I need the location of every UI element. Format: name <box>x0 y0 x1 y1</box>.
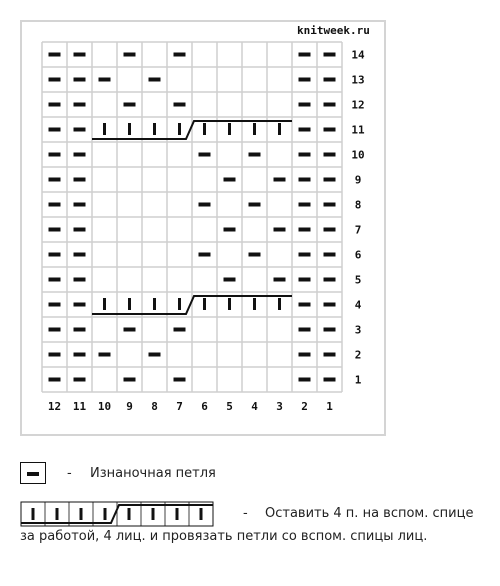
row-label: 7 <box>354 223 362 237</box>
purl-mark <box>249 253 261 257</box>
purl-mark <box>324 253 336 257</box>
purl-mark <box>49 203 61 207</box>
col-label: 5 <box>226 400 233 413</box>
col-label: 8 <box>151 400 158 413</box>
purl-mark <box>74 253 86 257</box>
cable-knit-mark <box>178 123 181 135</box>
cable-knit-mark <box>253 123 256 135</box>
purl-mark <box>49 353 61 357</box>
purl-mark <box>49 53 61 57</box>
site-label: knitweek.ru <box>297 24 370 37</box>
legend-purl-dash: - <box>67 466 72 481</box>
col-label: 12 <box>47 400 62 413</box>
purl-mark <box>249 153 261 157</box>
purl-mark <box>299 203 311 207</box>
row-label: 8 <box>354 198 362 212</box>
row-label: 9 <box>354 173 362 187</box>
purl-mark <box>74 128 86 132</box>
cable-knit-mark <box>103 298 106 310</box>
legend-cable-knit-mark <box>104 508 107 520</box>
purl-mark <box>124 53 136 57</box>
col-label: 3 <box>276 400 283 413</box>
purl-mark <box>224 178 236 182</box>
purl-mark <box>124 328 136 332</box>
purl-mark <box>299 128 311 132</box>
purl-mark <box>74 303 86 307</box>
purl-mark <box>299 303 311 307</box>
legend-cable-knit-mark <box>128 508 131 520</box>
purl-mark <box>174 103 186 107</box>
legend-purl-text: Изнаночная петля <box>90 466 216 481</box>
purl-mark <box>49 303 61 307</box>
purl-mark <box>49 78 61 82</box>
purl-mark <box>299 178 311 182</box>
purl-mark <box>49 228 61 232</box>
purl-mark <box>199 203 211 207</box>
purl-mark <box>49 253 61 257</box>
purl-mark <box>99 78 111 82</box>
legend-cable-knit-mark <box>176 508 179 520</box>
col-label: 2 <box>301 400 308 413</box>
row-label: 12 <box>351 98 365 112</box>
cable-knit-mark <box>153 298 156 310</box>
purl-mark <box>299 278 311 282</box>
purl-mark <box>274 178 286 182</box>
purl-mark <box>49 128 61 132</box>
legend-cable-knit-mark <box>32 508 35 520</box>
purl-mark <box>199 253 211 257</box>
row-label: 2 <box>354 348 362 362</box>
cable-knit-mark <box>153 123 156 135</box>
purl-mark <box>124 378 136 382</box>
purl-mark <box>324 353 336 357</box>
legend-cable-icon <box>20 500 216 528</box>
purl-mark <box>74 103 86 107</box>
row-label: 13 <box>351 73 365 87</box>
cable-knit-mark <box>278 298 281 310</box>
legend-cable-text-line1: Оставить 4 п. на вспом. спице <box>265 506 474 521</box>
legend-cable-dash: - <box>243 506 248 521</box>
col-label: 7 <box>176 400 183 413</box>
col-label: 10 <box>97 400 112 413</box>
cable-knit-mark <box>128 298 131 310</box>
purl-mark <box>324 178 336 182</box>
purl-mark <box>149 353 161 357</box>
purl-mark <box>74 53 86 57</box>
purl-mark <box>224 278 236 282</box>
purl-mark <box>299 253 311 257</box>
purl-mark <box>74 153 86 157</box>
purl-mark <box>74 278 86 282</box>
purl-mark <box>74 353 86 357</box>
row-label: 6 <box>354 248 362 262</box>
cable-knit-mark <box>228 123 231 135</box>
purl-mark <box>199 153 211 157</box>
row-label: 10 <box>351 148 365 162</box>
purl-mark <box>299 328 311 332</box>
purl-mark <box>299 353 311 357</box>
purl-mark <box>99 353 111 357</box>
cable-knit-mark <box>228 298 231 310</box>
purl-mark <box>174 53 186 57</box>
purl-mark <box>249 203 261 207</box>
purl-mark <box>299 153 311 157</box>
col-label: 4 <box>251 400 258 413</box>
legend-cable-knit-mark <box>80 508 83 520</box>
purl-mark <box>49 278 61 282</box>
row-label: 14 <box>351 48 365 62</box>
purl-mark <box>124 103 136 107</box>
cable-knit-mark <box>203 123 206 135</box>
cable-knit-mark <box>128 123 131 135</box>
purl-mark <box>299 228 311 232</box>
purl-mark <box>324 228 336 232</box>
col-label: 9 <box>126 400 133 413</box>
purl-mark <box>74 328 86 332</box>
purl-mark <box>74 228 86 232</box>
purl-mark <box>274 278 286 282</box>
cable-knit-mark <box>278 123 281 135</box>
purl-mark <box>324 278 336 282</box>
row-label: 4 <box>354 298 362 312</box>
purl-mark <box>49 378 61 382</box>
col-label: 11 <box>72 400 87 413</box>
purl-mark <box>299 78 311 82</box>
col-label: 1 <box>326 400 333 413</box>
row-label: 3 <box>354 323 362 337</box>
purl-mark <box>324 203 336 207</box>
purl-mark <box>174 378 186 382</box>
cable-knit-mark <box>178 298 181 310</box>
row-label: 11 <box>351 123 365 137</box>
legend-purl-icon <box>20 462 46 484</box>
purl-mark <box>224 228 236 232</box>
legend-cable-text-line2: за работой, 4 лиц. и провязать петли со вспом. спицы лиц. <box>20 529 428 544</box>
purl-mark <box>74 78 86 82</box>
row-label: 1 <box>354 373 362 387</box>
purl-mark <box>299 53 311 57</box>
purl-mark <box>74 378 86 382</box>
purl-mark <box>324 328 336 332</box>
purl-mark <box>49 178 61 182</box>
purl-mark <box>49 328 61 332</box>
purl-mark <box>174 328 186 332</box>
legend-cable-knit-mark <box>56 508 59 520</box>
legend-cable-knit-mark <box>152 508 155 520</box>
purl-mark <box>74 178 86 182</box>
purl-mark <box>49 153 61 157</box>
chart-grid <box>42 42 342 392</box>
legend-cable-knit-mark <box>200 508 203 520</box>
purl-mark <box>299 103 311 107</box>
purl-mark <box>274 228 286 232</box>
purl-mark <box>324 303 336 307</box>
cable-knit-mark <box>253 298 256 310</box>
purl-mark <box>324 53 336 57</box>
purl-mark <box>324 103 336 107</box>
row-label: 5 <box>354 273 362 287</box>
purl-mark <box>324 78 336 82</box>
purl-mark <box>49 103 61 107</box>
cable-knit-mark <box>103 123 106 135</box>
cable-knit-mark <box>203 298 206 310</box>
col-label: 6 <box>201 400 208 413</box>
purl-mark <box>324 128 336 132</box>
purl-mark <box>149 78 161 82</box>
purl-mark <box>324 153 336 157</box>
purl-mark <box>74 203 86 207</box>
purl-mark <box>299 378 311 382</box>
purl-mark <box>324 378 336 382</box>
